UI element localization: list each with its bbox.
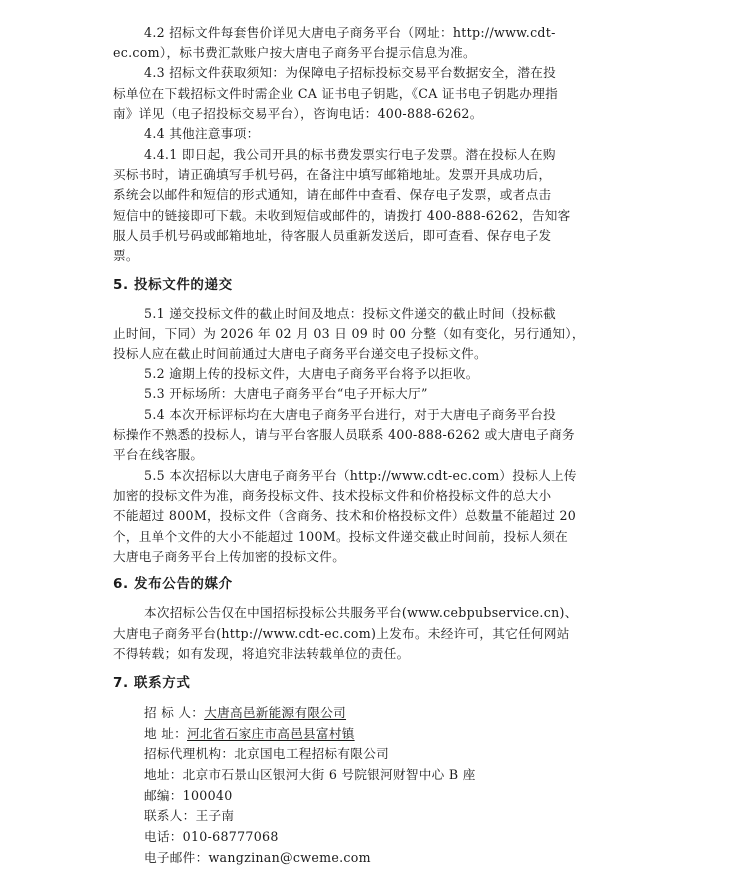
para-5-2: 5.2 逾期上传的投标文件，大唐电子商务平台将予以拒收。 — [144, 366, 479, 381]
tenderer-value: 大唐高邑新能源有限公司 — [204, 705, 347, 720]
tenderer-label: 招 标 人： — [144, 705, 205, 720]
para-4-4-1-line-6: 票。 — [113, 248, 139, 263]
para-5-3: 5.3 开标场所：大唐电子商务平台“电子开标大厅” — [144, 386, 428, 401]
para-4-4-title: 4.4 其他注意事项： — [144, 126, 260, 141]
para-5-1-line-1: 5.1 递交投标文件的截止时间及地点：投标文件递交的截止时间（投标截 — [144, 306, 557, 321]
para-4-3-line-2: 标单位在下载招标文件时需企业 CA 证书电子钥匙，《CA 证书电子钥匙办理指 — [113, 86, 558, 101]
para-5-4-line-1: 5.4 本次开标评标均在大唐电子商务平台进行，对于大唐电子商务平台投 — [144, 407, 557, 422]
contact-agency: 招标代理机构：北京国电工程招标有限公司 — [144, 746, 389, 761]
address-label: 地 址： — [144, 726, 187, 741]
contact-agency-address: 地址：北京市石景山区银河大街 6 号院银河财智中心 B 座 — [144, 767, 476, 782]
para-5-1-line-2: 止时间，下同）为 2026 年 02 月 03 日 09 时 00 分整（如有变化，另行通知）， — [113, 326, 585, 341]
para-5-5-line-5: 大唐电子商务平台上传加密的投标文件。 — [113, 549, 346, 564]
para-4-2-line-1: 4.2 招标文件每套售价详见大唐电子商务平台（网址：http://www.cdt- — [144, 25, 556, 40]
contact-email: 电子邮件：wangzinan@cweme.com — [144, 850, 371, 865]
para-6-line-1: 本次招标公告仅在中国招标投标公共服务平台(www.cebpubservice.cn)、 — [144, 605, 578, 620]
para-5-1-line-3: 投标人应在截止时间前通过大唐电子商务平台递交电子投标文件。 — [113, 346, 487, 361]
para-4-4-1-line-4: 短信中的链接即可下载。未收到短信或邮件的，请拨打 400-888-6262，告知客 — [113, 208, 571, 223]
contact-tenderer — [144, 703, 346, 723]
para-5-5-line-2: 加密的投标文件为准，商务投标文件、技术投标文件和价格投标文件的总大小 — [113, 488, 552, 503]
section-7-heading: 7. 联系方式 — [113, 675, 191, 691]
para-5-4-line-3: 平台在线客服。 — [113, 447, 204, 462]
para-6-line-3: 不得转载；如有发现，将追究非法转载单位的责任。 — [113, 646, 410, 661]
para-6-line-2: 大唐电子商务平台(http://www.cdt-ec.com)上发布。未经许可，其它任何网站 — [113, 626, 570, 641]
para-5-4-line-2: 标操作不熟悉的投标人，请与平台客服人员联系 400-888-6262 或大唐电子商务 — [113, 427, 575, 442]
contact-person: 联系人：王子南 — [144, 808, 235, 823]
contact-postcode: 邮编：100040 — [144, 788, 233, 803]
para-4-2-line-2: ec.com），标书费汇款账户按大唐电子商务平台提示信息为准。 — [113, 45, 476, 60]
para-4-4-1-line-2: 买标书时，请正确填写手机号码，在备注中填写邮箱地址。发票开具成功后， — [113, 167, 552, 182]
para-4-4-1-line-3: 系统会以邮件和短信的形式通知，请在邮件中查看、保存电子发票，或者点击 — [113, 187, 552, 202]
para-5-5-line-1: 5.5 本次招标以大唐电子商务平台（http://www.cdt-ec.com）投标人上传 — [144, 468, 577, 483]
address-value: 河北省石家庄市高邑县富村镇 — [187, 726, 355, 741]
section-5-heading: 5. 投标文件的递交 — [113, 277, 233, 293]
para-4-4-1-line-5: 服人员手机号码或邮箱地址，待客服人员重新发送后，即可查看、保存电子发 — [113, 228, 552, 243]
para-5-5-line-3: 不能超过 800M，投标文件（含商务、技术和价格投标文件）总数量不能超过 20 — [113, 508, 577, 523]
para-4-3-line-3: 南》详见（电子招投标交易平台），咨询电话：400-888-6262。 — [113, 106, 483, 121]
section-6-heading: 6. 发布公告的媒介 — [113, 576, 233, 592]
para-4-3-line-1: 4.3 招标文件获取须知：为保障电子招标投标交易平台数据安全，潜在投 — [144, 65, 557, 80]
para-4-4-1-line-1: 4.4.1 即日起，我公司开具的标书费发票实行电子发票。潜在投标人在购 — [144, 147, 556, 162]
para-5-5-line-4: 个，且单个文件的大小不能超过 100M。投标文件递交截止时间前，投标人须在 — [113, 529, 569, 544]
contact-phone: 电话：010-68777068 — [144, 829, 279, 844]
contact-address — [144, 724, 355, 744]
